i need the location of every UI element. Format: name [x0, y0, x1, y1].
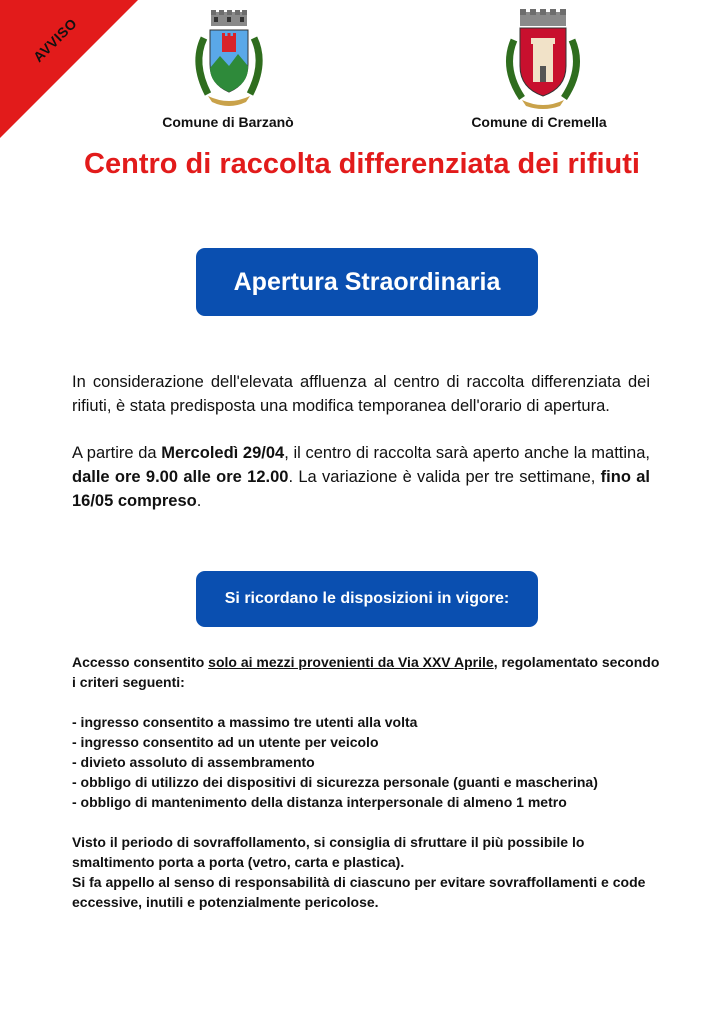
access-text-underlined: solo ai mezzi provenienti da Via XXV Aprile	[208, 654, 494, 670]
rule-item: - divieto assoluto di assembramento	[72, 754, 315, 770]
intro-paragraph: In considerazione dell'elevata affluenza al centro di raccolta differenziata dei rifiuti, è stata predisposta una modifica temporanea dell'orario di apertura.	[72, 373, 650, 415]
schedule-paragraph	[72, 441, 650, 513]
apertura-banner-label: Apertura Straordinaria	[233, 267, 501, 296]
rules-banner	[196, 571, 538, 627]
avviso-ribbon	[0, 0, 140, 140]
rule-item: - obbligo di utilizzo dei dispositivi di sicurezza personale (guanti e mascherina)	[72, 774, 598, 790]
rule-item: - ingresso consentito ad un utente per veicolo	[72, 734, 379, 750]
rule-item: - ingresso consentito a massimo tre utenti alla volta	[72, 714, 418, 730]
rules-list	[72, 712, 662, 812]
cremella-coat-of-arms	[500, 8, 586, 110]
schedule-text-4: .	[196, 492, 202, 510]
page-title: Centro di raccolta differenziata dei rifiuti	[84, 148, 640, 180]
access-text-post: , regolamentato secondo i criteri seguenti:	[72, 654, 660, 690]
access-paragraph	[72, 652, 662, 692]
schedule-text-1: A partire da	[72, 444, 162, 462]
closing-paragraph-1: Visto il periodo di sovraffollamento, si consiglia di sfruttare il più possibile lo smaltimento porta a porta (vetro, carta e plastica).	[72, 834, 585, 870]
access-text-pre: Accesso consentito	[72, 654, 209, 670]
rules-section	[72, 652, 662, 912]
schedule-end-date: fino al 16/05 compreso	[72, 468, 650, 510]
comune-barzano-label: Comune di Barzanò	[162, 114, 294, 130]
ribbon-label: AVVISO	[29, 14, 81, 66]
rule-item: - obbligo di mantenimento della distanza interpersonale di almeno 1 metro	[72, 794, 567, 810]
apertura-banner	[196, 248, 538, 316]
rules-banner-label: Si ricordano le disposizioni in vigore:	[224, 590, 510, 607]
comune-cremella-label: Comune di Cremella	[471, 114, 607, 130]
schedule-hours: dalle ore 9.00 alle ore 12.00	[72, 468, 289, 486]
barzano-coat-of-arms	[186, 8, 272, 110]
closing-paragraph-2: Si fa appello al senso di responsabilità di ciascuno per evitare sovraffollamenti e code eccessive, inutili e potenzialmente pericolose.	[72, 874, 646, 910]
schedule-text-3: . La variazione è valida per tre settimane,	[288, 468, 601, 486]
schedule-date: Mercoledì 29/04	[161, 444, 285, 462]
schedule-text-2: , il centro di raccolta sarà aperto anche la mattina,	[284, 444, 650, 462]
